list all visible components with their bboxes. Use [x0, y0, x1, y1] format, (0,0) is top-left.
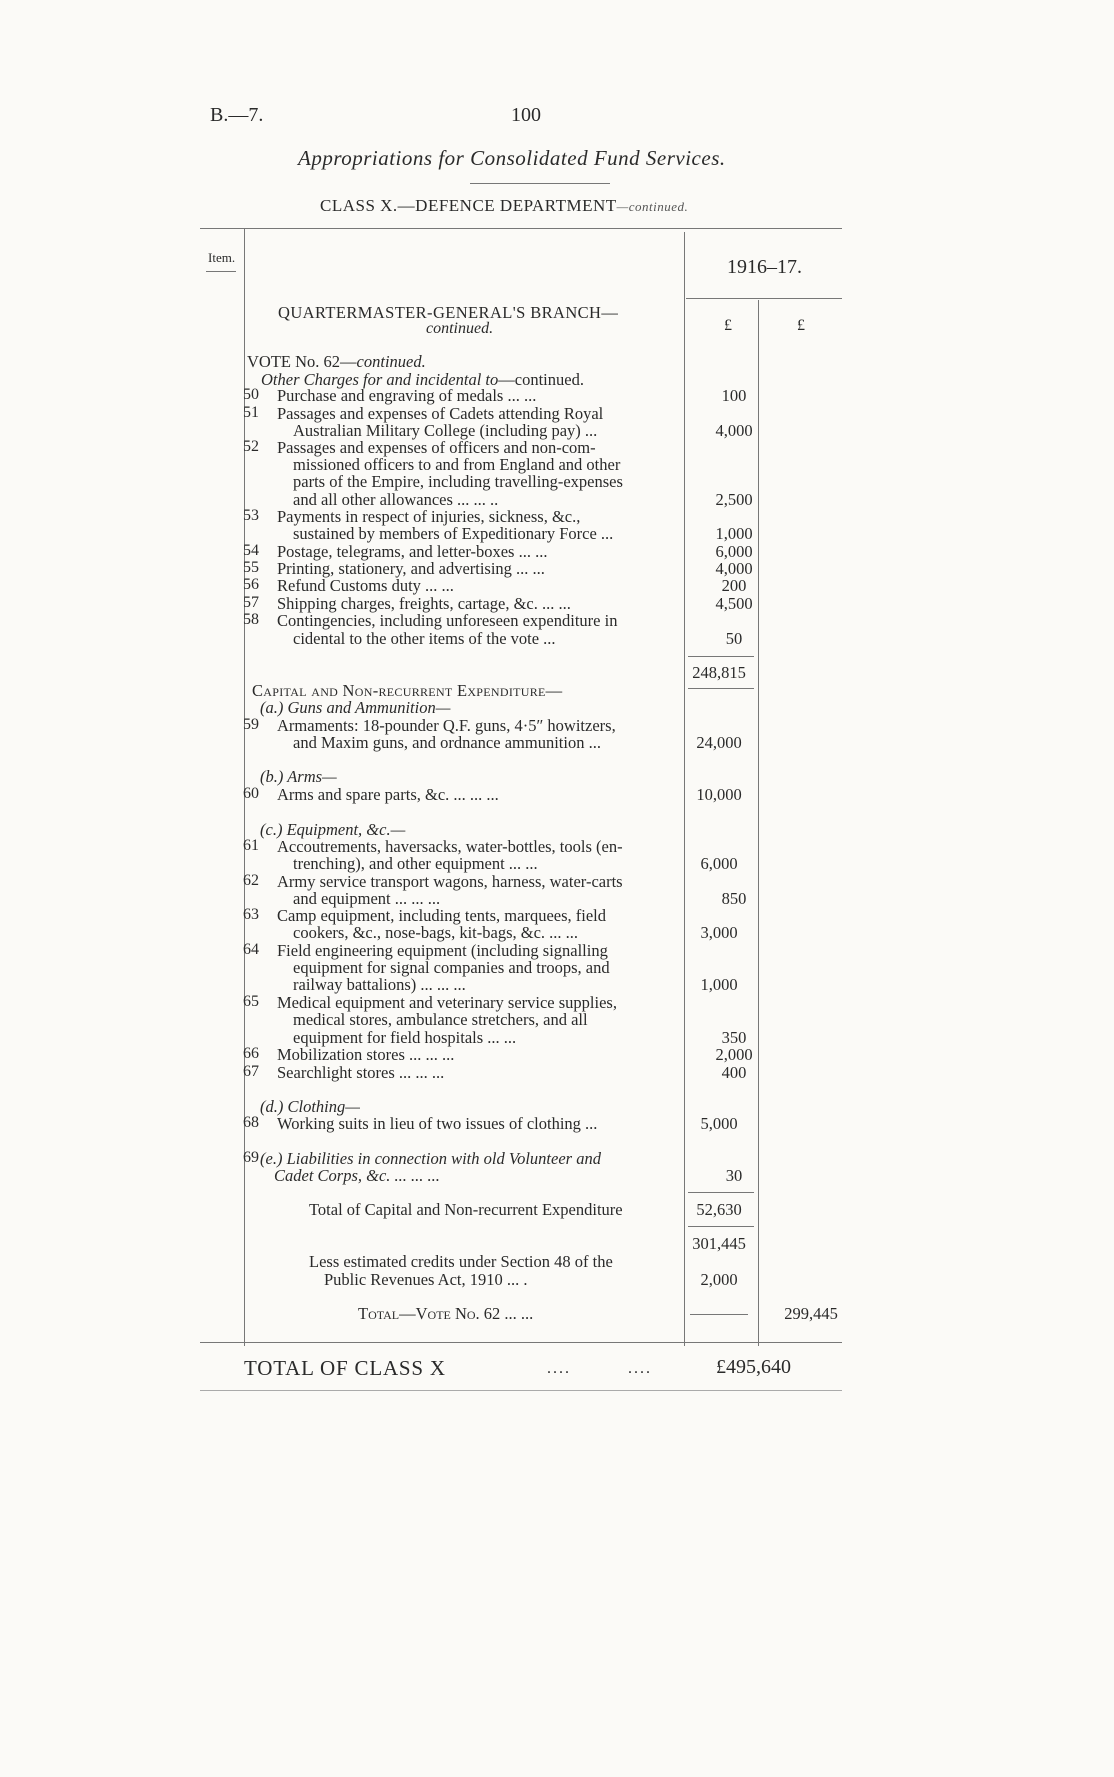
- item-amount: 5,000: [700, 1114, 738, 1133]
- item-number: 67: [243, 1063, 259, 1080]
- item-number: 69: [243, 1149, 259, 1166]
- group-a-heading: (a.) Guns and Ammunition—: [260, 698, 451, 717]
- capital-total-rule: [688, 1192, 754, 1193]
- other-charges-label: Other Charges for and incidental to: [261, 370, 499, 389]
- group-c-heading: (c.) Equipment, &c.—: [260, 820, 406, 839]
- item-line: equipment for field hospitals ... ...: [293, 1028, 517, 1047]
- item-number: 56: [243, 576, 259, 593]
- item-number: 68: [243, 1114, 259, 1131]
- subtotal-other-charges: 248,815: [692, 663, 746, 682]
- item-line: Searchlight stores ... ... ...: [277, 1063, 445, 1082]
- total-class-dots-1: ....: [547, 1360, 571, 1377]
- vote-heading: [247, 352, 426, 372]
- page-number: 100: [511, 104, 541, 126]
- item-amount: 850: [721, 889, 747, 908]
- item-amount: 4,500: [715, 594, 753, 613]
- item-amount: 100: [721, 386, 747, 405]
- total-vote-label: Total—Vote No. 62 ... ...: [358, 1304, 534, 1323]
- item-line: Printing, stationery, and advertising ... ...: [277, 559, 545, 578]
- item-line: Camp equipment, including tents, marquees, field: [277, 906, 607, 925]
- item-amount: 50: [725, 629, 743, 648]
- item-line: Refund Customs duty ... ...: [277, 576, 454, 595]
- item-amount: 2,000: [715, 1045, 753, 1064]
- item-number: 50: [243, 386, 259, 403]
- item-amount: 30: [725, 1166, 743, 1185]
- item-number: 62: [243, 872, 259, 889]
- item-line: Contingencies, including unforeseen expenditure in: [277, 611, 618, 630]
- item-amount: 350: [721, 1028, 747, 1047]
- footer-rule: [200, 1390, 842, 1391]
- title-rule: [470, 183, 610, 184]
- item-amount: 4,000: [715, 559, 753, 578]
- item-line: Working suits in lieu of two issues of clothing ...: [277, 1114, 598, 1133]
- item-number: 55: [243, 559, 259, 576]
- item-number: 64: [243, 941, 259, 958]
- item-amount: 400: [721, 1063, 747, 1082]
- item-line: and all other allowances ... ... ..: [293, 490, 499, 509]
- item-line: Field engineering equipment (including signalling: [277, 941, 608, 960]
- class-heading-text: CLASS X.—DEFENCE DEPARTMENT: [320, 196, 617, 215]
- item-line: Shipping charges, freights, cartage, &c. ... ...: [277, 594, 571, 613]
- class-heading-continued: —continued.: [616, 199, 689, 214]
- total-vote-rule: [690, 1314, 748, 1315]
- item-line: Armaments: 18-pounder Q.F. guns, 4·5″ howitzers,: [277, 716, 616, 735]
- item-line: Cadet Corps, &c. ... ... ...: [274, 1166, 440, 1185]
- branch-heading: QUARTERMASTER-GENERAL'S BRANCH—: [278, 303, 619, 322]
- group-d-heading: (d.) Clothing—: [260, 1097, 360, 1116]
- year-header: 1916–17.: [727, 256, 802, 278]
- item-line: medical stores, ambulance stretchers, and all: [293, 1010, 588, 1029]
- class-heading: [320, 196, 688, 216]
- item-line: Passages and expenses of Cadets attending Royal: [277, 404, 604, 423]
- item-number: 59: [243, 716, 259, 733]
- total-capital-amount: 52,630: [696, 1200, 742, 1219]
- item-line: trenching), and other equipment ... ...: [293, 854, 538, 873]
- item-line: Postage, telegrams, and letter-boxes ... ...: [277, 542, 548, 561]
- item-number: 61: [243, 837, 259, 854]
- item-line: Medical equipment and veterinary service supplies,: [277, 993, 617, 1012]
- item-number: 57: [243, 594, 259, 611]
- item-number: 66: [243, 1045, 259, 1062]
- item-amount: 6,000: [715, 542, 753, 561]
- gross-total-amount: 301,445: [692, 1234, 746, 1253]
- less-credits-line-2: Public Revenues Act, 1910 ... .: [324, 1270, 528, 1289]
- item-line: equipment for signal companies and troops, and: [293, 958, 610, 977]
- item-amount: 1,000: [700, 975, 738, 994]
- item-line: cidental to the other items of the vote ...: [293, 629, 556, 648]
- amount-column-rule-right: [758, 300, 759, 1346]
- item-amount: 10,000: [696, 785, 742, 804]
- item-amount: 3,000: [700, 923, 738, 942]
- item-line: Army service transport wagons, harness, water-carts: [277, 872, 623, 891]
- capital-heading: Capital and Non-recurrent Expenditure—: [252, 681, 563, 700]
- item-column-header: Item.: [208, 250, 236, 265]
- item-line: cookers, &c., nose-bags, kit-bags, &c. ... ...: [293, 923, 579, 942]
- item-amount: 24,000: [696, 733, 742, 752]
- item-line: Purchase and engraving of medals ... ...: [277, 386, 537, 405]
- currency-symbol-1: £: [724, 317, 732, 334]
- item-number: 60: [243, 785, 259, 802]
- total-class-amount: £495,640: [716, 1356, 791, 1378]
- item-line: and equipment ... ... ...: [293, 889, 441, 908]
- total-vote-amount: 299,445: [784, 1304, 838, 1323]
- item-number: 65: [243, 993, 259, 1010]
- less-credits-amount: 2,000: [700, 1270, 738, 1289]
- item-number: 52: [243, 438, 259, 455]
- item-number: 58: [243, 611, 259, 628]
- page-title: Appropriations for Consolidated Fund Services.: [298, 146, 726, 170]
- item-amount: 200: [721, 576, 747, 595]
- item-header-rule: [206, 271, 236, 272]
- item-amount: 2,500: [715, 490, 753, 509]
- group-b-heading: (b.) Arms—: [260, 767, 337, 786]
- vote-label: VOTE No. 62—: [247, 352, 357, 371]
- table-bottom-rule: [200, 1342, 842, 1343]
- item-line: sustained by members of Expeditionary Force ...: [293, 524, 614, 543]
- item-line: Australian Military College (including pay) ...: [293, 421, 598, 440]
- year-header-rule: [686, 298, 842, 299]
- item-line: railway battalions) ... ... ...: [293, 975, 466, 994]
- vote-continued: continued.: [356, 352, 426, 371]
- branch-heading-continued: continued.: [426, 320, 494, 337]
- item-number: 54: [243, 542, 259, 559]
- item-line: Mobilization stores ... ... ...: [277, 1045, 455, 1064]
- item-line: and Maxim guns, and ordnance ammunition ...: [293, 733, 601, 752]
- item-line: (e.) Liabilities in connection with old Volunteer and: [260, 1149, 601, 1168]
- item-line: Arms and spare parts, &c. ... ... ...: [277, 785, 499, 804]
- item-number: 63: [243, 906, 259, 923]
- subtotal-rule-bottom: [688, 688, 754, 689]
- total-class-dots-2: ....: [628, 1360, 652, 1377]
- subtotal-rule: [688, 656, 754, 657]
- total-class-label: TOTAL OF CLASS X: [244, 1356, 446, 1380]
- item-number: 51: [243, 404, 259, 421]
- item-line: Payments in respect of injuries, sickness, &c.,: [277, 507, 581, 526]
- item-number: 53: [243, 507, 259, 524]
- item-amount: 4,000: [715, 421, 753, 440]
- item-line: missioned officers to and from England and other: [293, 455, 621, 474]
- item-line: parts of the Empire, including travelling-expenses: [293, 472, 623, 491]
- item-line: Accoutrements, haversacks, water-bottles, tools (en-: [277, 837, 623, 856]
- item-description: [277, 386, 677, 406]
- document-reference: B.—7.: [210, 104, 264, 126]
- total-capital-label: Total of Capital and Non-recurrent Expenditure: [309, 1200, 623, 1219]
- gross-total-rule: [688, 1226, 754, 1227]
- less-credits-line-1: Less estimated credits under Section 48 of the: [309, 1252, 613, 1271]
- currency-symbol-2: £: [797, 317, 805, 334]
- table-top-rule: [200, 228, 842, 229]
- other-charges-continued: —continued.: [498, 370, 584, 389]
- item-amount: 1,000: [715, 524, 753, 543]
- item-line: Passages and expenses of officers and non-com-: [277, 438, 596, 457]
- item-amount: 6,000: [700, 854, 738, 873]
